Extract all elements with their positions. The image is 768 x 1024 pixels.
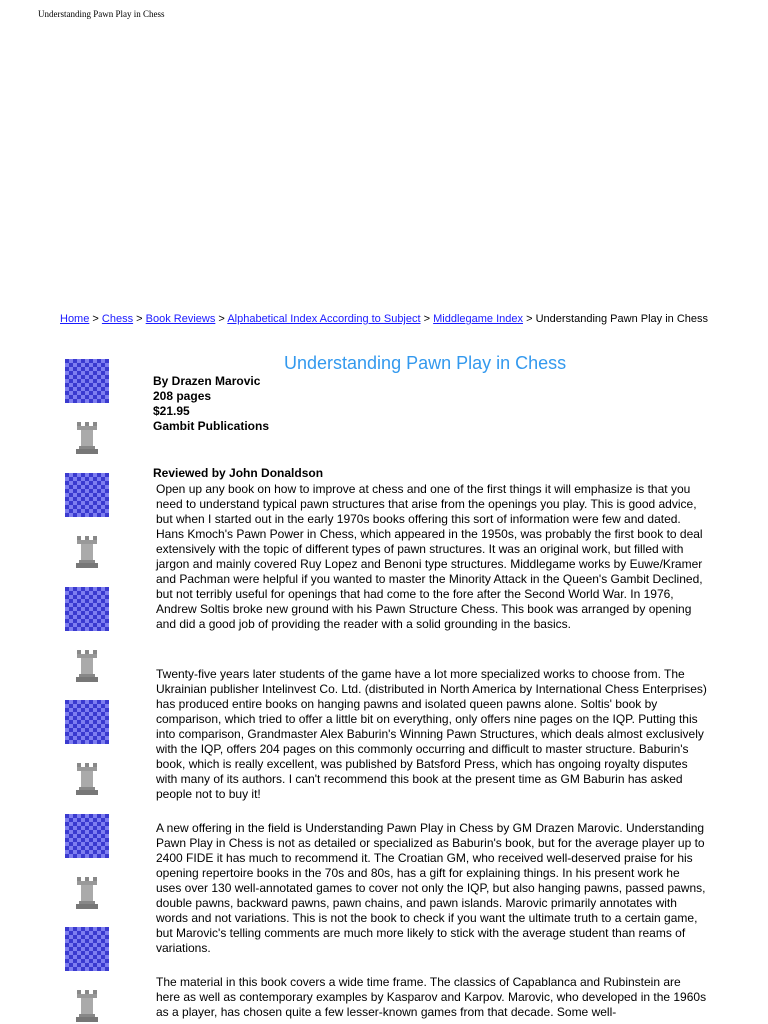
breadcrumb	[60, 313, 708, 325]
rook-icon	[74, 876, 100, 910]
breadcrumb-link-middlegame-index[interactable]: Middlegame Index	[433, 313, 524, 325]
rook-icon	[74, 989, 100, 1023]
breadcrumb-separator: >	[218, 313, 225, 325]
rook-icon	[74, 649, 100, 683]
book-pages: 208 pages	[153, 389, 212, 403]
breadcrumb-link-alphabetical-index[interactable]: Alphabetical Index According to Subject	[227, 313, 421, 325]
checkerboard-icon	[65, 814, 109, 858]
breadcrumb-link-chess[interactable]: Chess	[101, 313, 134, 325]
breadcrumb-separator: >	[423, 313, 431, 325]
breadcrumb-separator: >	[136, 313, 143, 325]
review-paragraph-3: A new offering in the field is Understanding Pawn Play in Chess by GM Drazen Marovic. Understanding Pawn Play in Chess is not as detailed or specialized as Baburin's book, but for the average player up to 2400 FIDE it has much to recommend it. The Croatian GM, who received well-deserved praise for his opening repertoire books in the 70s and 80s, has a gift for explaining things. In his present work he uses over 130 well-annotated games to cover not only the IQP, but also hanging pawns, passed pawns, double pawns, backward pawns, pawn chains, and pawn islands. Marovic primarily annotates with words and not variations. This is not the book to check if you want the ultimate truth to a certain game, but Marovic's telling comments are much more likely to stick with the average student than reams of variations.	[156, 821, 706, 955]
reviewer-byline: Reviewed by John Donaldson	[153, 466, 324, 480]
breadcrumb-link-home[interactable]: Home	[60, 313, 90, 325]
breadcrumb-link-book-reviews[interactable]: Book Reviews	[145, 313, 216, 325]
rook-icon	[74, 421, 100, 455]
article-title: Understanding Pawn Play in Chess	[284, 353, 567, 373]
checkerboard-icon	[65, 927, 109, 971]
checkerboard-icon	[65, 587, 109, 631]
rook-icon	[74, 535, 100, 569]
breadcrumb-current: Understanding Pawn Play in Chess	[535, 313, 709, 325]
book-info	[153, 374, 269, 434]
review-paragraph-2: Twenty-five years later students of the game have a lot more specialized works to choose from. The Ukrainian publisher Intelinvest Co. Ltd. (distributed in North America by International Chess Enterprises) has produced entire books on hanging pawns and isolated queen pawns alone. Soltis' book by comparison, which tried to offer a little bit on everything, only offers nine pages on the IQP. Putting this into comparison, Grandmaster Alex Baburin's Winning Pawn Structures, which deals almost exclusively with the IQP, offers 204 pages on this commonly occurring and difficult to master structure. Baburin's book, which is really excellent, was published by Batsford Press, which has ongoing royalty disputes with many of its authors. I can't recommend this book at the present time as GM Baburin has asked people not to buy it!	[156, 667, 707, 801]
rook-icon	[74, 762, 100, 796]
review-paragraph-1: Open up any book on how to improve at chess and one of the first things it will emphasize is that you need to understand typical pawn structures that arise from the openings you play. This is good advice, but when I started out in the early 1970s books offering this sort of information were few and dated. Hans Kmoch's Pawn Power in Chess, which appeared in the 1950s, was probably the first book to deal extensively with the topic of different types of pawn structures. It was an original work, but filled with jargon and mainly covered Ruy Lopez and Benoni type structures. Middlegame works by Euwe/Kramer and Pachman were helpful if you wanted to master the Minority Attack in the Queen's Gambit Declined, but not terribly useful for openings that had come to the fore after the Second World War. In 1976, Andrew Soltis broke new ground with his Pawn Structure Chess. This book was arranged by opening and did a good job of providing the reader with a solid grounding in the basics.	[156, 482, 703, 631]
book-publisher: Gambit Publications	[153, 419, 270, 433]
breadcrumb-separator: >	[526, 313, 533, 325]
checkerboard-icon	[65, 700, 109, 744]
breadcrumb-separator: >	[92, 313, 99, 325]
book-price: $21.95	[153, 404, 190, 418]
review-paragraph-4: The material in this book covers a wide time frame. The classics of Capablanca and Rubinstein are here as well as contemporary examples by Kasparov and Karpov. Marovic, who developed in the 1960s as a player, has chosen quite a few lesser-known games from that decade. Some well-	[156, 975, 707, 1019]
checkerboard-icon	[65, 359, 109, 403]
book-author: By Drazen Marovic	[153, 374, 261, 388]
checkerboard-icon	[65, 473, 109, 517]
page-header-title: Understanding Pawn Play in Chess	[38, 9, 165, 19]
